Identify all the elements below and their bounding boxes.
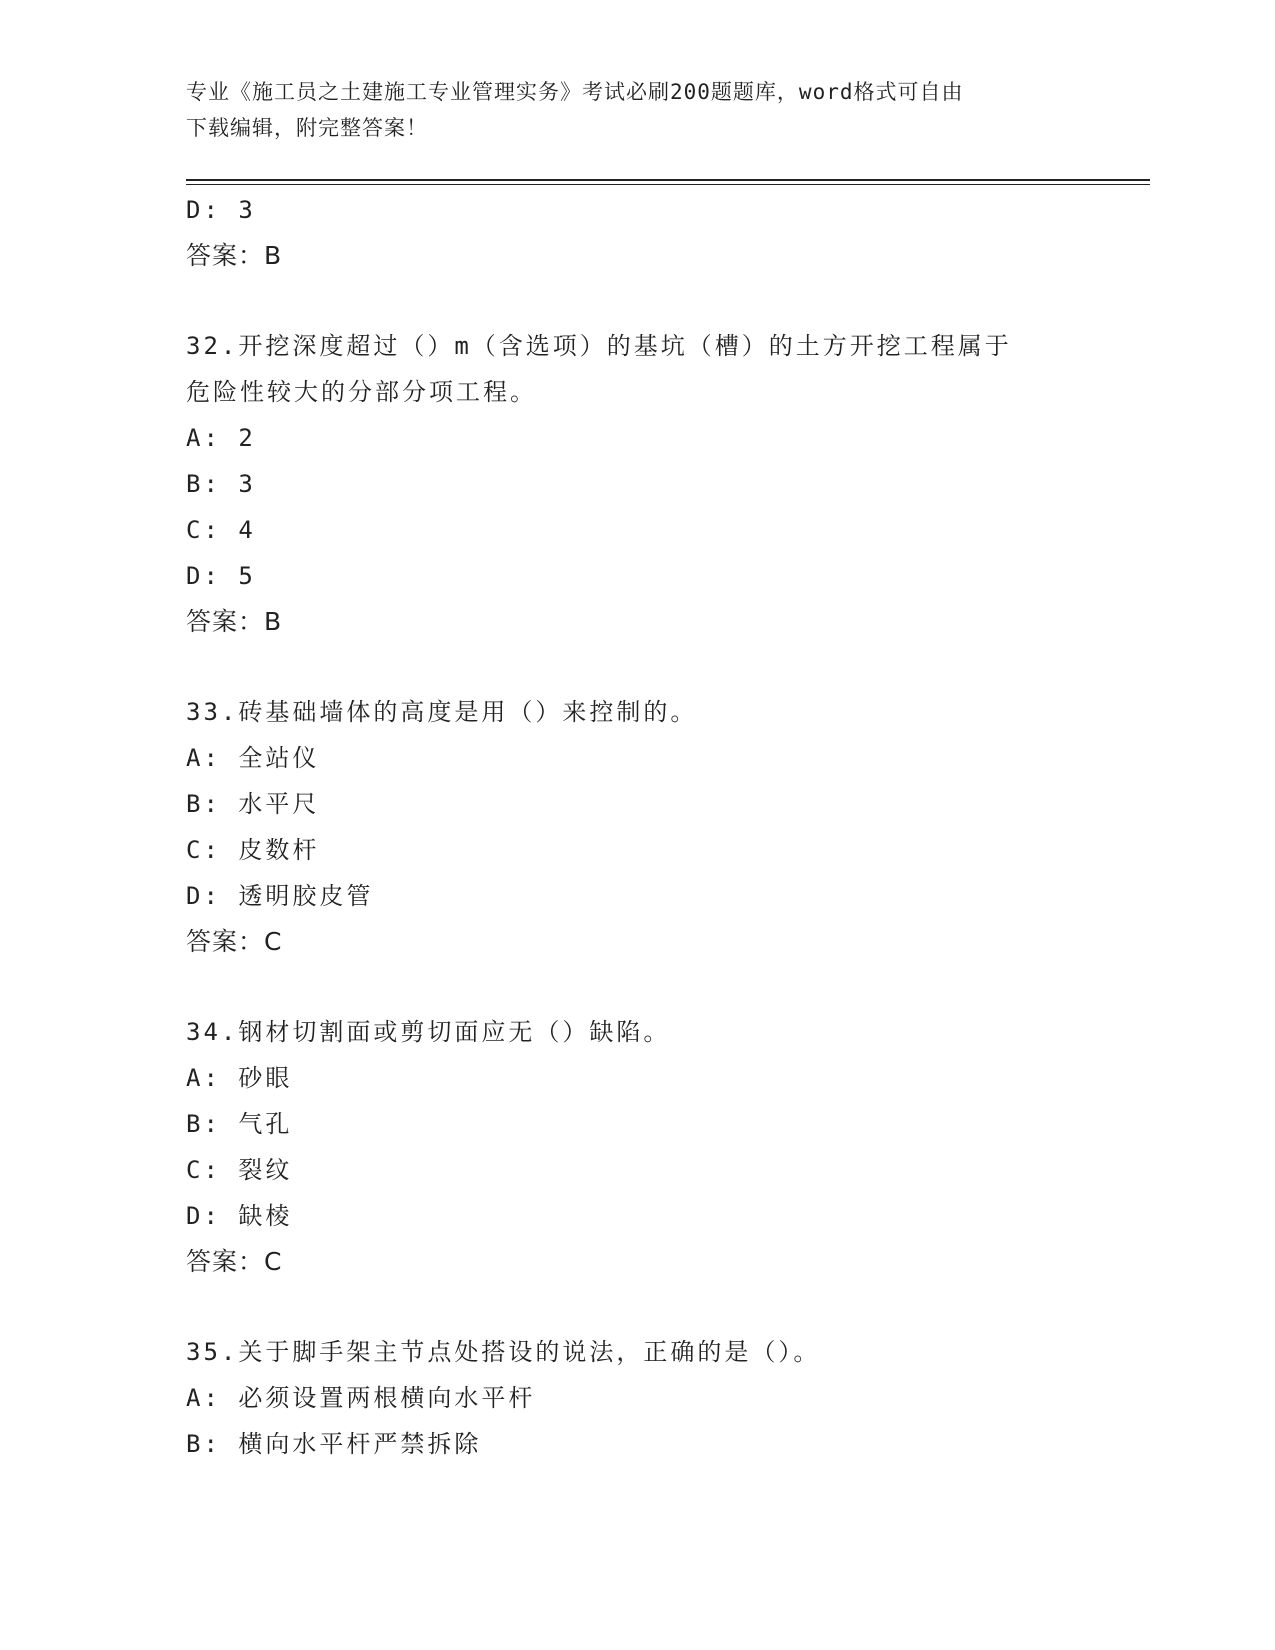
question-text: 32.开挖深度超过（）m（含选项）的基坑（槽）的土方开挖工程属于 (186, 332, 1012, 360)
header-divider-thin (186, 184, 1150, 185)
option-c: C: 4 (186, 516, 256, 544)
header-line-1: 专业《施工员之土建施工专业管理实务》考试必刷200题题库，word格式可自由 (186, 80, 964, 104)
question-text: 33.砖基础墙体的高度是用（）来控制的。 (186, 698, 698, 726)
option-b: B: 横向水平杆严禁拆除 (186, 1430, 482, 1458)
question-text: 34.钢材切割面或剪切面应无（）缺陷。 (186, 1018, 671, 1046)
option-b: B: 水平尺 (186, 790, 320, 818)
option-d: D: 5 (186, 562, 256, 590)
question-34 (186, 1009, 1086, 1285)
option-d: D: 透明胶皮管 (186, 882, 374, 910)
header-line-2: 下载编辑，附完整答案！ (186, 116, 428, 140)
question-33 (186, 689, 1086, 965)
question-35 (186, 1329, 1086, 1467)
option-c: C: 裂纹 (186, 1156, 293, 1184)
document-header (186, 74, 1086, 146)
option-d: D: 3 (186, 196, 256, 224)
option-a: A: 必须设置两根横向水平杆 (186, 1384, 536, 1412)
question-text: 35.关于脚手架主节点处搭设的说法，正确的是（）。 (186, 1338, 821, 1366)
answer: 答案：B (186, 241, 283, 270)
option-c: C: 皮数杆 (186, 836, 320, 864)
answer: 答案：B (186, 607, 283, 636)
option-a: A: 全站仪 (186, 744, 320, 772)
option-b: B: 3 (186, 470, 256, 498)
option-d: D: 缺棱 (186, 1202, 293, 1230)
question-text-continued: 危险性较大的分部分项工程。 (186, 378, 537, 406)
answer: 答案：C (186, 1247, 283, 1276)
header-divider-thick (186, 179, 1150, 181)
option-a: A: 2 (186, 424, 256, 452)
question-32 (186, 323, 1086, 645)
question-list (186, 187, 1086, 1467)
answer: 答案：C (186, 927, 283, 956)
option-b: B: 气孔 (186, 1110, 293, 1138)
option-a: A: 砂眼 (186, 1064, 293, 1092)
